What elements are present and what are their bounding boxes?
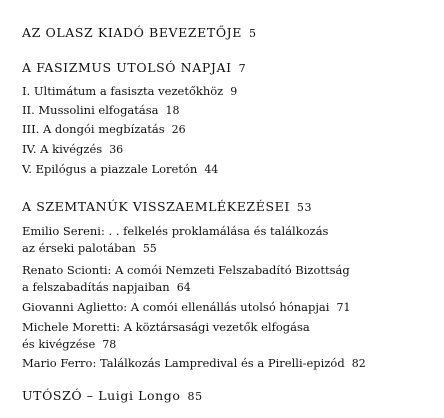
page-number: 82 [351, 357, 366, 370]
toc-section-heading-part2 [22, 201, 312, 214]
page-number: 36 [109, 143, 124, 156]
toc-entry-title: AZ OLASZ KIADÓ BEVEZETŐJE [22, 25, 243, 40]
toc-entry-title-cont: és kivégzése [22, 337, 96, 351]
page-number: 55 [142, 242, 157, 255]
toc-entry-title: Giovanni Aglietto: A comói ellenállás utolsó hónapjai [22, 300, 330, 314]
toc-entry-line [22, 339, 116, 351]
toc-entry-line [22, 282, 191, 294]
toc-section-title: A SZEMTANÚK VISSZAEMLÉKEZÉSEI [22, 199, 290, 214]
toc-entry-afterword [22, 390, 203, 403]
page-number: 53 [296, 201, 313, 214]
page-number: 26 [171, 123, 186, 136]
toc-entry-intro [22, 27, 257, 40]
page-number: 85 [187, 390, 203, 403]
page-number: 7 [238, 62, 247, 75]
toc-entry-title-cont: az érseki palotában [22, 241, 136, 255]
page-number: 5 [249, 27, 257, 40]
toc-entry [22, 144, 123, 156]
page-number: 78 [102, 338, 117, 351]
toc-entry-title: UTÓSZÓ – Luigi Longo [22, 388, 181, 403]
toc-entry-title: Mario Ferro: Találkozás Lampredival és a Pirelli-epizód [22, 356, 345, 370]
page-number: 9 [230, 85, 238, 98]
toc-entry-line [22, 243, 157, 255]
page-number: 44 [204, 163, 219, 176]
toc-entry [22, 302, 350, 314]
toc-entry-title: Michele Moretti: A köztársasági vezetők elfogása [22, 320, 310, 334]
page-number: 64 [176, 281, 191, 294]
toc-entry-title: V. Epilógus a piazzale Loretón [22, 162, 198, 176]
toc-entry [22, 358, 366, 370]
toc-entry-line [22, 265, 350, 277]
toc-entry-line [22, 226, 328, 238]
toc-entry [22, 105, 180, 117]
page-number: 71 [336, 301, 351, 314]
toc-entry-title-cont: a felszabadítás napjaiban [22, 280, 170, 294]
toc-section-heading-part1 [22, 62, 246, 75]
toc-entry-title: Emilio Sereni: . . felkelés proklamálása és találkozás [22, 224, 329, 238]
page-number: 18 [165, 104, 180, 117]
toc-entry [22, 164, 218, 176]
toc-entry-title: IV. A kivégzés [22, 142, 103, 156]
toc-entry-line [22, 322, 310, 334]
toc-entry-title: II. Mussolini elfogatása [22, 103, 159, 117]
toc-section-title: A FASIZMUS UTOLSÓ NAPJAI [22, 60, 232, 75]
toc-entry-title: III. A dongói megbízatás [22, 122, 165, 136]
toc-entry-title: I. Ultimátum a fasiszta vezetőkhöz [22, 84, 224, 98]
toc-entry [22, 86, 237, 98]
toc-entry-title: Renato Scionti: A comói Nemzeti Felszabadító Bizottság [22, 263, 350, 277]
toc-entry [22, 124, 186, 136]
